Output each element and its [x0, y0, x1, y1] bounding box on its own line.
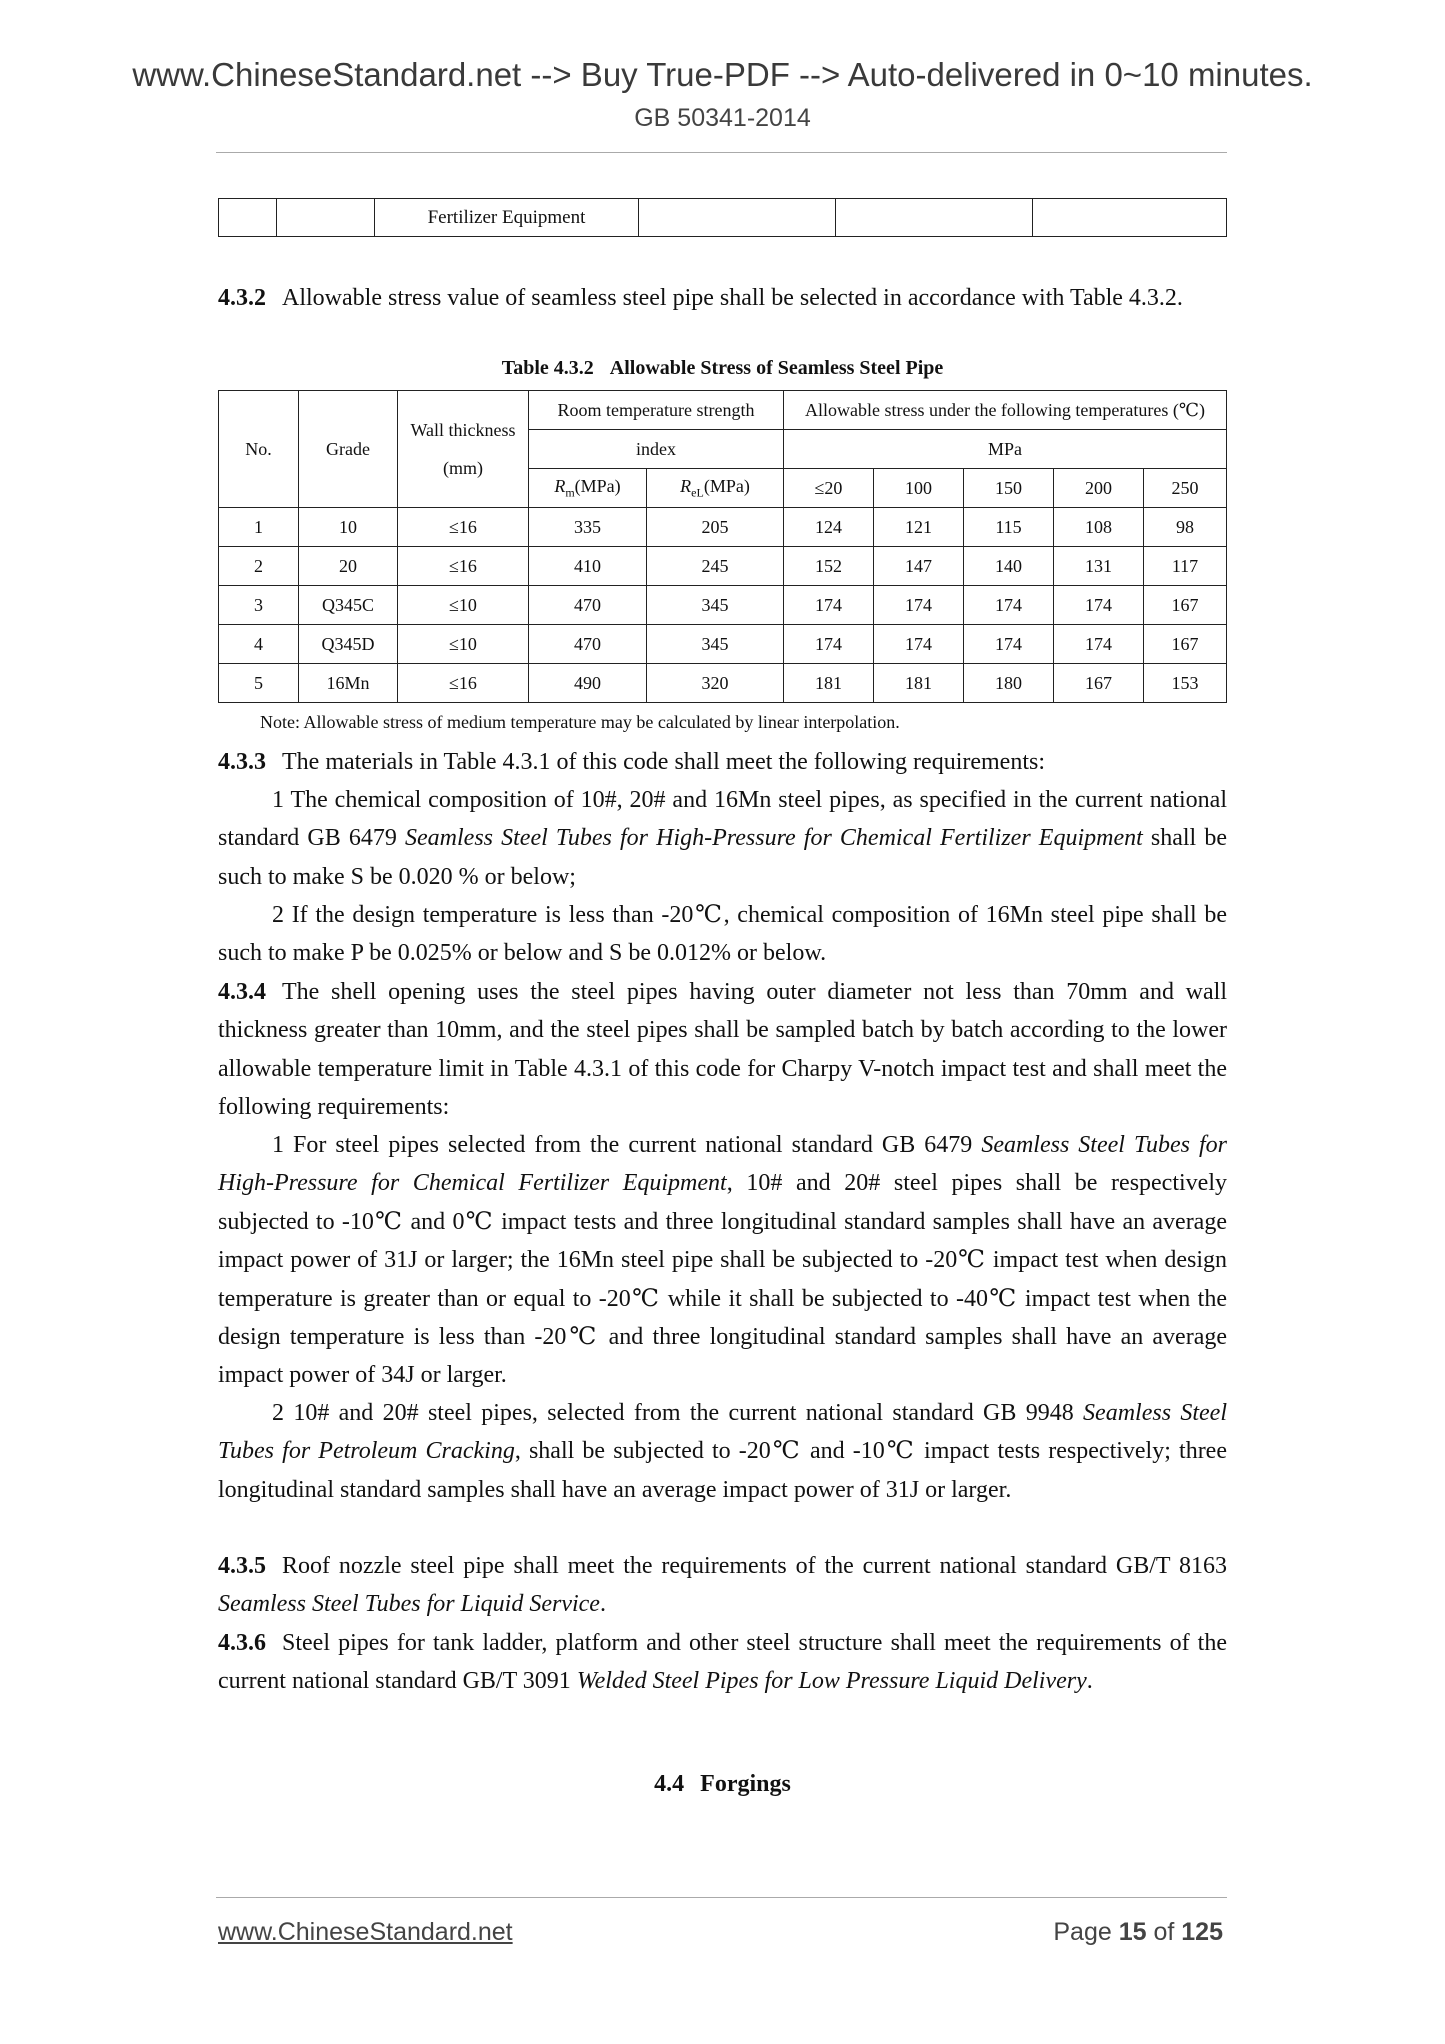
header-divider [216, 152, 1227, 153]
item-text: 2 10# and 20# steel pipes, selected from the current national standard GB 9948 [272, 1400, 1084, 1426]
cell-wall: ≤16 [398, 547, 529, 586]
table-row [219, 199, 1227, 237]
clause-text: . [1086, 1668, 1093, 1695]
cell-wall: ≤16 [398, 664, 529, 703]
rm-subscript: m [565, 485, 575, 500]
cell-grade: Q345D [299, 625, 398, 664]
header-temp: 100 [874, 469, 964, 508]
cell-stress: 174 [874, 625, 964, 664]
table-row [219, 547, 1227, 586]
clause-text: Steel pipes for tank ladder, platform and other steel structure shall meet the requirements of the current national standard GB/T 3091 [218, 1630, 1227, 1695]
cell-stress: 174 [964, 625, 1054, 664]
header-allowable-unit: MPa [784, 430, 1227, 469]
allowable-stress-table [218, 390, 1227, 703]
rel-unit: (MPa) [703, 475, 750, 496]
cell-wall: ≤10 [398, 625, 529, 664]
cell-stress: 117 [1144, 547, 1227, 586]
cell-stress: 167 [1054, 664, 1144, 703]
footer-divider [216, 1897, 1227, 1898]
cell-no: 5 [219, 664, 299, 703]
cell-rm: 470 [529, 625, 647, 664]
item-text: 1 For steel pipes selected from the current national standard GB 6479 [272, 1132, 982, 1158]
table-note: Note: Allowable stress of medium temperature may be calculated by linear interpolation. [260, 712, 900, 732]
section-title: Forgings [700, 1771, 791, 1797]
cell-stress: 147 [874, 547, 964, 586]
cell-rel: 205 [647, 508, 784, 547]
rm-unit: (MPa) [574, 475, 621, 496]
cell-stress: 98 [1144, 508, 1227, 547]
table-title [218, 357, 1227, 380]
clause-text: Allowable stress value of seamless steel pipe shall be selected in accordance with Table 4.3.2. [282, 285, 1183, 311]
header-grade: Grade [299, 391, 398, 508]
clause-4-3-5 [218, 1547, 1227, 1624]
clause-number: 4.3.6 [218, 1630, 266, 1656]
footer-site-link[interactable]: www.ChineseStandard.net [218, 1918, 513, 1946]
cell-stress: 152 [784, 547, 874, 586]
header-wall-thickness [398, 391, 529, 508]
cell-stress: 174 [874, 586, 964, 625]
table-number: Table 4.3.2 [501, 357, 594, 379]
cell-rm: 470 [529, 586, 647, 625]
table-row [219, 508, 1227, 547]
cell-grade: Q345C [299, 586, 398, 625]
cell-stress: 140 [964, 547, 1054, 586]
table-cell [836, 199, 1033, 237]
of-label: of [1153, 1918, 1175, 1946]
cell-stress: 167 [1144, 625, 1227, 664]
cell-stress: 108 [1054, 508, 1144, 547]
clause-text: The shell opening uses the steel pipes having outer diameter not less than 70mm and wall thickness greater than 10mm, and the steel pipes shall be sampled batch by batch according to the lower allowable temperature limit in Table 4.3.1 of this code for Charpy V-notch impact test and shall meet the following requirements: [218, 979, 1227, 1121]
page-indicator [1053, 1918, 1223, 1947]
cell-stress: 174 [784, 586, 874, 625]
header-room-temp: Room temperature strength [529, 391, 784, 430]
cell-rm: 490 [529, 664, 647, 703]
clause-text: The materials in Table 4.3.1 of this code shall meet the following requirements: [282, 749, 1046, 775]
clause-4-3-4-item-2 [218, 1394, 1227, 1509]
item-text: 1 The chemical composition of 10#, 20# and 16Mn steel pipes, as specified in the current national standard GB 6479 [218, 787, 1227, 852]
cell-no: 4 [219, 625, 299, 664]
cell-rel: 245 [647, 547, 784, 586]
clause-number: 4.3.4 [218, 979, 266, 1005]
header-temp: 150 [964, 469, 1054, 508]
header-temp: ≤20 [784, 469, 874, 508]
table-caption: Allowable Stress of Seamless Steel Pipe [609, 357, 944, 379]
clause-4-3-3 [218, 743, 1227, 781]
item-text: , 10# and 20# steel pipes shall be respectively subjected to -10℃ and 0℃ impact tests and three longitudinal standard samples shall have an average impact power of 31J or larger; the 16Mn steel pipe shall be subjected to -20℃ impact test when design temperature is greater than or equal to -20℃ while it shall be subjected to -40℃ impact test when the design temperature is less than -20℃ and three longitudinal standard samples shall have an average impact power of 34J or larger. [218, 1170, 1227, 1389]
clause-number: 4.3.2 [218, 285, 266, 311]
clause-4-3-2 [218, 279, 1227, 317]
table-header-row [219, 391, 1227, 430]
cell-wall: ≤10 [398, 586, 529, 625]
cell-stress: 167 [1144, 586, 1227, 625]
header-wall-unit: (mm) [443, 458, 483, 478]
header-wall-label: Wall thickness [410, 420, 516, 440]
cell-stress: 131 [1054, 547, 1144, 586]
cell-rel: 345 [647, 625, 784, 664]
clause-number: 4.3.3 [218, 749, 266, 775]
cell-stress: 174 [784, 625, 874, 664]
cell-stress: 124 [784, 508, 874, 547]
cell-grade: 10 [299, 508, 398, 547]
cell-rel: 345 [647, 586, 784, 625]
standard-title: Welded Steel Pipes for Low Pressure Liquid Delivery [576, 1668, 1087, 1695]
cell-no: 1 [219, 508, 299, 547]
clause-4-3-3-item-1 [218, 781, 1227, 896]
cell-stress: 153 [1144, 664, 1227, 703]
standard-title: Seamless Steel Tubes for High-Pressure for Chemical Fertilizer Equipment [405, 825, 1143, 852]
cell-stress: 174 [1054, 586, 1144, 625]
table-cell [1033, 199, 1227, 237]
header-temp: 250 [1144, 469, 1227, 508]
cell-grade: 16Mn [299, 664, 398, 703]
header-allowable-stress: Allowable stress under the following temperatures (℃) [784, 391, 1227, 430]
page-total: 125 [1181, 1918, 1223, 1946]
cell-stress: 181 [874, 664, 964, 703]
table-row [219, 625, 1227, 664]
header-rm [529, 469, 647, 508]
section-number: 4.4 [654, 1771, 685, 1797]
cell-stress: 174 [964, 586, 1054, 625]
standard-title: Seamless Steel Tubes for Petroleum Cracking [218, 1400, 1227, 1465]
cell-rel: 320 [647, 664, 784, 703]
cell-stress: 121 [874, 508, 964, 547]
clause-text: . [599, 1591, 606, 1618]
cell-rm: 410 [529, 547, 647, 586]
table-row [219, 586, 1227, 625]
cell-stress: 180 [964, 664, 1054, 703]
cell-rm: 335 [529, 508, 647, 547]
table-cell [639, 199, 836, 237]
clause-text: Roof nozzle steel pipe shall meet the requirements of the current national standard GB/T 8163 [282, 1553, 1227, 1579]
cell-stress: 174 [1054, 625, 1144, 664]
rel-subscript: eL [691, 485, 704, 500]
standard-title: Seamless Steel Tubes for High-Pressure for Chemical Fertilizer Equipment [218, 1132, 1227, 1197]
clause-4-3-3-item-2: 2 If the design temperature is less than -20℃, chemical composition of 16Mn steel pipe shall be such to make P be 0.025% or below and S be 0.012% or below. [218, 902, 1227, 967]
cell-wall: ≤16 [398, 508, 529, 547]
table-cell [219, 199, 277, 237]
clause-number: 4.3.5 [218, 1553, 266, 1579]
cell-no: 3 [219, 586, 299, 625]
cell-stress: 181 [784, 664, 874, 703]
continued-table [218, 198, 1227, 237]
clause-4-3-4-item-1 [218, 1126, 1227, 1395]
clause-4-3-6 [218, 1624, 1227, 1701]
table-cell [277, 199, 375, 237]
section-heading-4-4 [218, 1771, 1227, 1798]
header-rel [647, 469, 784, 508]
cell-stress: 115 [964, 508, 1054, 547]
rel-symbol: R [680, 475, 692, 496]
item-text: shall be such to make S be 0.020 % or below; [218, 825, 1227, 890]
header-banner[interactable]: www.ChineseStandard.net --> Buy True-PDF --> Auto-delivered in 0~10 minutes. [132, 56, 1313, 93]
header-temp: 200 [1054, 469, 1144, 508]
item-text: , shall be subjected to -20℃ and -10℃ impact tests respectively; three longitudinal standard samples shall have an average impact power of 31J or larger. [218, 1438, 1227, 1503]
page-number: 15 [1118, 1918, 1147, 1946]
table-cell: Fertilizer Equipment [375, 199, 639, 237]
header-no: No. [219, 391, 299, 508]
header-room-temp-index: index [529, 430, 784, 469]
rm-symbol: R [554, 475, 566, 496]
page-label: Page [1053, 1918, 1112, 1946]
table-row [219, 664, 1227, 703]
clause-4-3-4 [218, 973, 1227, 1127]
standard-title: Seamless Steel Tubes for Liquid Service [218, 1591, 600, 1618]
standard-number: GB 50341-2014 [634, 104, 811, 132]
cell-grade: 20 [299, 547, 398, 586]
cell-no: 2 [219, 547, 299, 586]
